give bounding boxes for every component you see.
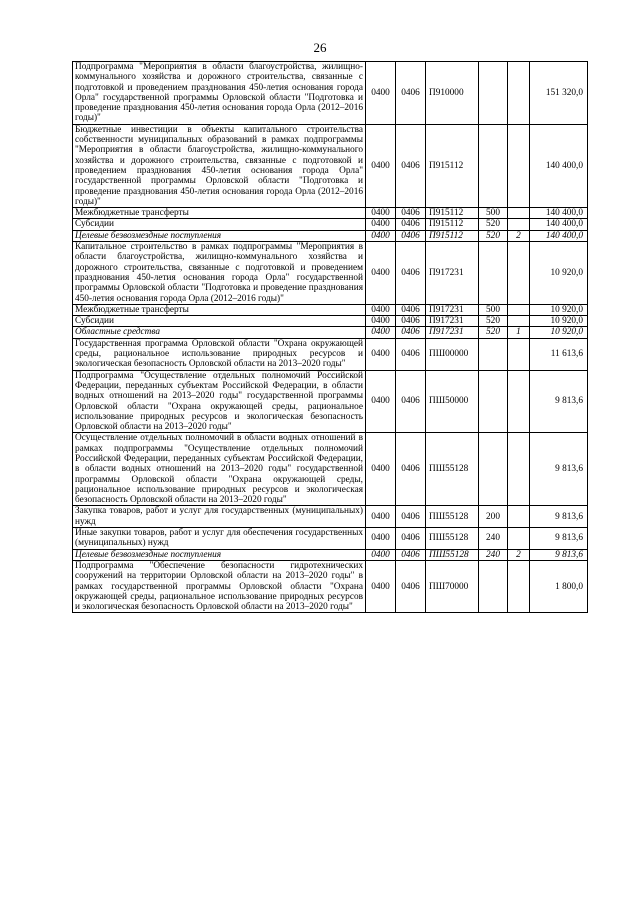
row-amount: 10 920,0 (530, 327, 588, 338)
row-target-code: ПШ50000 (426, 370, 479, 433)
table-row (73, 528, 588, 550)
row-name: Межбюджетные трансферты (73, 208, 366, 219)
row-name: Закупка товаров, работ и услуг для государственных (муниципальных) нужд (73, 506, 366, 528)
row-funding-kind (508, 338, 530, 370)
row-expense-type: 240 (479, 549, 508, 560)
row-section-code: 0400 (366, 304, 396, 315)
row-funding-kind (508, 219, 530, 230)
row-amount: 140 400,0 (530, 124, 588, 207)
row-amount: 11 613,6 (530, 338, 588, 370)
row-amount: 1 800,0 (530, 560, 588, 612)
table-row (73, 433, 588, 506)
row-section-code: 0400 (366, 208, 396, 219)
row-name: Государственная программа Орловской области "Охрана окружающей среды, рациональное использование природных ресурсов и экологическая безопасность Орловской области на 2013–2020 годы" (73, 338, 366, 370)
table-row (73, 62, 588, 125)
budget-table-body (73, 62, 588, 613)
row-name: Подпрограмма "Мероприятия в области благоустройства, жилищно-коммунального хозяйства и дорожного строительства, связанные с подготовкой и проведением празднования 450-летия основания города Орла" государственной программы Орловской области "Подготовка и проведение празднования 450-летия основания города Орла (2012–2016 годы)" (73, 62, 366, 125)
row-section-code: 0400 (366, 230, 396, 241)
row-funding-kind (508, 124, 530, 207)
row-target-code: П915112 (426, 208, 479, 219)
row-expense-type (479, 242, 508, 305)
table-row (73, 316, 588, 327)
row-funding-kind (508, 370, 530, 433)
row-section-code: 0400 (366, 62, 396, 125)
row-name: Целевые безвозмездные поступления (73, 549, 366, 560)
row-section-code: 0400 (366, 506, 396, 528)
row-funding-kind (508, 506, 530, 528)
row-name: Подпрограмма "Осуществление отдельных полномочий Российской Федерации, переданных субъектам Российской Федерации, в области водных отношений на 2013–2020 годы" государственной программы Орловской области "Охрана окружающей среды, рациональное использование природных ресурсов и экологическая безопасность Орловской области на 2013–2020 годы" (73, 370, 366, 433)
row-section-code: 0400 (366, 549, 396, 560)
row-target-code: ПШ55128 (426, 528, 479, 550)
row-target-code: П910000 (426, 62, 479, 125)
row-funding-kind (508, 208, 530, 219)
row-target-code: ПШ55128 (426, 506, 479, 528)
row-section-code: 0400 (366, 433, 396, 506)
row-section-code: 0400 (366, 124, 396, 207)
table-row (73, 208, 588, 219)
row-subsection-code: 0406 (396, 62, 426, 125)
row-subsection-code: 0406 (396, 433, 426, 506)
table-row (73, 304, 588, 315)
row-section-code: 0400 (366, 219, 396, 230)
row-subsection-code: 0406 (396, 230, 426, 241)
row-funding-kind (508, 62, 530, 125)
row-target-code: П917231 (426, 242, 479, 305)
row-amount: 9 813,6 (530, 528, 588, 550)
row-subsection-code: 0406 (396, 506, 426, 528)
row-target-code: П915112 (426, 230, 479, 241)
row-section-code: 0400 (366, 338, 396, 370)
row-funding-kind (508, 316, 530, 327)
row-funding-kind: 1 (508, 327, 530, 338)
row-subsection-code: 0406 (396, 528, 426, 550)
table-row (73, 560, 588, 612)
row-target-code: ПШ55128 (426, 433, 479, 506)
table-row (73, 242, 588, 305)
row-subsection-code: 0406 (396, 338, 426, 370)
row-name: Подпрограмма "Обеспечение безопасности гидротехнических сооружений на территории Орловской области на 2013–2020 годы" в рамках государственной программы Орловской области "Охрана окружающей среды, рациональное использование природных ресурсов и экологическая безопасность Орловской области на 2013–2020 годы" (73, 560, 366, 612)
row-expense-type (479, 560, 508, 612)
row-amount: 151 320,0 (530, 62, 588, 125)
row-amount: 140 400,0 (530, 230, 588, 241)
row-amount: 10 920,0 (530, 304, 588, 315)
row-name: Капитальное строительство в рамках подпрограммы "Мероприятия в области благоустройства, жилищно-коммунального хозяйства и дорожного строительства, связанные с подготовкой и проведением празднования 450-летия основания города Орла" государственной программы Орловской области "Подготовка и проведение празднования 450-летия основания города Орла (2012–2016 годы)" (73, 242, 366, 305)
row-target-code: П917231 (426, 316, 479, 327)
row-name: Субсидии (73, 219, 366, 230)
row-name: Иные закупки товаров, работ и услуг для обеспечения государственных (муниципальных) нужд (73, 528, 366, 550)
row-expense-type (479, 370, 508, 433)
row-subsection-code: 0406 (396, 242, 426, 305)
row-expense-type: 520 (479, 230, 508, 241)
row-target-code: П915112 (426, 219, 479, 230)
row-subsection-code: 0406 (396, 208, 426, 219)
row-funding-kind (508, 304, 530, 315)
row-subsection-code: 0406 (396, 316, 426, 327)
row-subsection-code: 0406 (396, 304, 426, 315)
row-expense-type: 520 (479, 316, 508, 327)
row-name: Бюджетные инвестиции в объекты капитального строительства собственности муниципальных образований в рамках подпрограммы "Мероприятия в области благоустройства, жилищно-коммунального хозяйства и дорожного строительства, связанные с подготовкой и проведением празднования 450-летия основания города Орла" государственной программы Орловской области "Подготовка и проведение празднования 450-летия основания города Орла (2012–2016 годы)" (73, 124, 366, 207)
table-row (73, 506, 588, 528)
row-funding-kind (508, 242, 530, 305)
row-amount: 9 813,6 (530, 370, 588, 433)
row-amount: 140 400,0 (530, 219, 588, 230)
row-target-code: ПШ70000 (426, 560, 479, 612)
row-expense-type: 520 (479, 219, 508, 230)
row-name: Целевые безвозмездные поступления (73, 230, 366, 241)
row-section-code: 0400 (366, 316, 396, 327)
row-name: Субсидии (73, 316, 366, 327)
row-expense-type: 500 (479, 304, 508, 315)
row-funding-kind (508, 433, 530, 506)
row-amount: 9 813,6 (530, 433, 588, 506)
table-row (73, 219, 588, 230)
row-amount: 10 920,0 (530, 242, 588, 305)
row-subsection-code: 0406 (396, 549, 426, 560)
row-expense-type: 500 (479, 208, 508, 219)
row-target-code: ПШ55128 (426, 549, 479, 560)
row-expense-type: 200 (479, 506, 508, 528)
row-amount: 9 813,6 (530, 506, 588, 528)
table-row (73, 124, 588, 207)
row-target-code: П917231 (426, 304, 479, 315)
row-name: Областные средства (73, 327, 366, 338)
table-row (73, 338, 588, 370)
row-name: Межбюджетные трансферты (73, 304, 366, 315)
row-subsection-code: 0406 (396, 560, 426, 612)
row-section-code: 0400 (366, 242, 396, 305)
table-row (73, 327, 588, 338)
table-row (73, 549, 588, 560)
row-section-code: 0400 (366, 370, 396, 433)
row-target-code: ПШ00000 (426, 338, 479, 370)
row-expense-type: 240 (479, 528, 508, 550)
page-number: 26 (313, 40, 327, 55)
row-funding-kind: 2 (508, 549, 530, 560)
row-subsection-code: 0406 (396, 124, 426, 207)
row-funding-kind (508, 528, 530, 550)
table-row (73, 370, 588, 433)
budget-table (72, 61, 588, 613)
row-expense-type (479, 124, 508, 207)
row-funding-kind (508, 560, 530, 612)
row-section-code: 0400 (366, 327, 396, 338)
row-amount: 10 920,0 (530, 316, 588, 327)
row-target-code: П917231 (426, 327, 479, 338)
row-amount: 9 813,6 (530, 549, 588, 560)
row-expense-type (479, 433, 508, 506)
row-section-code: 0400 (366, 528, 396, 550)
row-subsection-code: 0406 (396, 370, 426, 433)
row-amount: 140 400,0 (530, 208, 588, 219)
row-target-code: П915112 (426, 124, 479, 207)
row-expense-type: 520 (479, 327, 508, 338)
row-name: Осуществление отдельных полномочий в области водных отношений в рамках подпрограммы "Осуществление отдельных полномочий Российской Федерации, переданных субъектам Российской Федерации, в области водных отношений на 2013–2020 годы" государственной программы Орловской области "Охрана окружающей среды, рациональное использование природных ресурсов и экологическая безопасность Орловской области на 2013–2020 годы" (73, 433, 366, 506)
row-expense-type (479, 338, 508, 370)
row-expense-type (479, 62, 508, 125)
row-subsection-code: 0406 (396, 327, 426, 338)
row-section-code: 0400 (366, 560, 396, 612)
row-subsection-code: 0406 (396, 219, 426, 230)
table-row (73, 230, 588, 241)
row-funding-kind: 2 (508, 230, 530, 241)
